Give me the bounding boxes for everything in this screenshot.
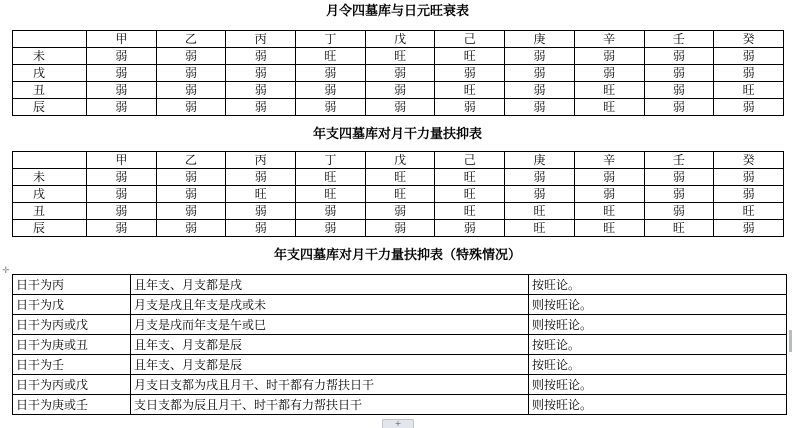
table-cell: 弱 [156, 220, 226, 237]
result-cell: 按旺论。 [529, 355, 787, 375]
row-label: 丑 [13, 203, 87, 220]
header-cell: 丙 [226, 31, 296, 48]
header-cell: 癸 [714, 31, 784, 48]
condition-cell: 日干为庚或壬 [13, 395, 131, 415]
detail-cell: 月支日支都为戌且月干、时干都有力帮扶日干 [131, 375, 529, 395]
table1-title: 月令四墓库与日元旺衰表 [325, 4, 469, 19]
table-cell: 弱 [365, 203, 435, 220]
result-cell: 按旺论。 [529, 275, 787, 295]
header-cell: 癸 [714, 152, 784, 169]
table-cell: 弱 [435, 99, 505, 116]
table2-header-row [13, 152, 784, 169]
table-cell: 弱 [435, 65, 505, 82]
table-cell: 弱 [226, 65, 296, 82]
table-cell: 旺 [574, 203, 644, 220]
table-row [13, 82, 784, 99]
table-cell: 弱 [87, 169, 157, 186]
table-row [13, 65, 784, 82]
table-cell: 弱 [226, 203, 296, 220]
table-cell: 弱 [644, 99, 714, 116]
table-cell: 弱 [644, 82, 714, 99]
table-cell: 旺 [435, 203, 505, 220]
row-label: 未 [13, 48, 87, 65]
table-cell: 弱 [644, 186, 714, 203]
header-cell: 甲 [87, 152, 157, 169]
table-cell: 弱 [87, 99, 157, 116]
table-cell: 弱 [574, 169, 644, 186]
header-cell: 丁 [296, 152, 366, 169]
table-cell: 弱 [505, 82, 575, 99]
resize-handle[interactable] [789, 330, 792, 352]
table-cell: 弱 [87, 203, 157, 220]
table-cell: 弱 [226, 220, 296, 237]
table1 [12, 30, 784, 116]
header-cell [13, 152, 87, 169]
table-cell: 弱 [296, 220, 366, 237]
table-cell: 弱 [505, 65, 575, 82]
table-row [13, 275, 787, 295]
table-cell: 旺 [574, 82, 644, 99]
table-row [13, 99, 784, 116]
table-row [13, 315, 787, 335]
table-row [13, 169, 784, 186]
table-cell: 弱 [156, 203, 226, 220]
header-cell [13, 31, 87, 48]
table-cell: 弱 [365, 82, 435, 99]
header-cell: 己 [435, 31, 505, 48]
table-cell: 旺 [435, 169, 505, 186]
detail-cell: 月支是戌且年支是戌或未 [131, 295, 529, 315]
scroll-grip-icon[interactable]: + [382, 419, 414, 428]
table-cell: 弱 [87, 48, 157, 65]
table-cell: 弱 [87, 220, 157, 237]
table-cell: 旺 [226, 186, 296, 203]
row-label: 丑 [13, 82, 87, 99]
table-move-handle-icon[interactable]: ✛ [2, 266, 10, 276]
table-cell: 弱 [505, 99, 575, 116]
table-cell: 弱 [365, 220, 435, 237]
table-row [13, 220, 784, 237]
row-label: 辰 [13, 220, 87, 237]
condition-cell: 日干为壬 [13, 355, 131, 375]
row-label: 辰 [13, 99, 87, 116]
table-cell: 旺 [574, 99, 644, 116]
table-cell: 旺 [714, 82, 784, 99]
table-cell: 弱 [365, 65, 435, 82]
header-cell: 壬 [644, 31, 714, 48]
condition-cell: 日干为丙 [13, 275, 131, 295]
table-cell: 旺 [714, 203, 784, 220]
header-cell: 壬 [644, 152, 714, 169]
detail-cell: 且年支、月支都是辰 [131, 335, 529, 355]
table-cell: 旺 [296, 186, 366, 203]
header-cell: 戊 [365, 152, 435, 169]
table2-title: 年支四墓库对月干力量扶抑表 [312, 127, 482, 142]
table-row [13, 335, 787, 355]
result-cell: 则按旺论。 [529, 315, 787, 335]
header-cell: 己 [435, 152, 505, 169]
table-cell: 旺 [435, 82, 505, 99]
table-row [13, 203, 784, 220]
table-cell: 弱 [714, 186, 784, 203]
table-cell: 弱 [505, 169, 575, 186]
table-cell: 旺 [505, 203, 575, 220]
condition-cell: 日干为庚或丑 [13, 335, 131, 355]
condition-cell: 日干为丙或戊 [13, 375, 131, 395]
table-cell: 旺 [644, 220, 714, 237]
table-cell: 弱 [156, 169, 226, 186]
table-cell: 弱 [226, 169, 296, 186]
header-cell: 辛 [574, 152, 644, 169]
table-row [13, 48, 784, 65]
detail-cell: 且年支、月支都是戌 [131, 275, 529, 295]
table-cell: 弱 [714, 169, 784, 186]
table-cell: 弱 [156, 65, 226, 82]
table1-header-row [13, 31, 784, 48]
header-cell: 辛 [574, 31, 644, 48]
table3-title: 年支四墓库对月干力量扶抑表（特殊情况） [273, 248, 521, 263]
table-cell: 弱 [365, 99, 435, 116]
header-cell: 乙 [156, 152, 226, 169]
table-cell: 弱 [574, 48, 644, 65]
header-cell: 庚 [505, 152, 575, 169]
table-cell: 弱 [644, 203, 714, 220]
table-cell: 弱 [226, 99, 296, 116]
table-cell: 旺 [365, 48, 435, 65]
header-cell: 甲 [87, 31, 157, 48]
table-row [13, 295, 787, 315]
condition-cell: 日干为戊 [13, 295, 131, 315]
header-cell: 戊 [365, 31, 435, 48]
table-cell: 弱 [644, 65, 714, 82]
table-cell: 弱 [505, 48, 575, 65]
table-cell: 旺 [365, 169, 435, 186]
table-cell: 旺 [574, 220, 644, 237]
row-label: 戌 [13, 186, 87, 203]
table-cell: 旺 [296, 48, 366, 65]
result-cell: 按旺论。 [529, 335, 787, 355]
result-cell: 则按旺论。 [529, 375, 787, 395]
table-cell: 弱 [156, 186, 226, 203]
result-cell: 则按旺论。 [529, 295, 787, 315]
table-cell: 弱 [714, 65, 784, 82]
header-cell: 乙 [156, 31, 226, 48]
table-cell: 旺 [435, 48, 505, 65]
table-cell: 旺 [435, 186, 505, 203]
table-row [13, 186, 784, 203]
row-label: 未 [13, 169, 87, 186]
table-cell: 弱 [296, 65, 366, 82]
table-cell: 旺 [296, 169, 366, 186]
header-cell: 丙 [226, 152, 296, 169]
table2 [12, 151, 784, 237]
table-cell: 弱 [156, 82, 226, 99]
table-cell: 弱 [714, 99, 784, 116]
table-cell: 弱 [714, 48, 784, 65]
table-cell: 旺 [505, 220, 575, 237]
table-cell: 弱 [226, 48, 296, 65]
table-cell: 弱 [156, 48, 226, 65]
header-cell: 丁 [296, 31, 366, 48]
row-label: 戌 [13, 65, 87, 82]
table3 [12, 274, 787, 415]
table-cell: 弱 [87, 65, 157, 82]
table-cell: 弱 [644, 48, 714, 65]
table-cell: 弱 [226, 82, 296, 99]
table-cell: 弱 [156, 99, 226, 116]
table-cell: 弱 [505, 186, 575, 203]
table-cell: 弱 [574, 65, 644, 82]
detail-cell: 月支是戌而年支是午或巳 [131, 315, 529, 335]
table-row [13, 355, 787, 375]
header-cell: 庚 [505, 31, 575, 48]
condition-cell: 日干为丙或戊 [13, 315, 131, 335]
table-cell: 弱 [87, 186, 157, 203]
result-cell: 则按旺论。 [529, 395, 787, 415]
table-cell: 弱 [435, 220, 505, 237]
table-cell: 弱 [644, 169, 714, 186]
table-cell: 弱 [296, 82, 366, 99]
table-row [13, 395, 787, 415]
table-cell: 弱 [296, 99, 366, 116]
table-row [13, 375, 787, 395]
table-cell: 旺 [365, 186, 435, 203]
detail-cell: 支日支都为辰且月干、时干都有力帮扶日干 [131, 395, 529, 415]
table-cell: 弱 [714, 220, 784, 237]
table-cell: 弱 [87, 82, 157, 99]
table-cell: 弱 [296, 203, 366, 220]
detail-cell: 且年支、月支都是辰 [131, 355, 529, 375]
table-cell: 弱 [574, 186, 644, 203]
